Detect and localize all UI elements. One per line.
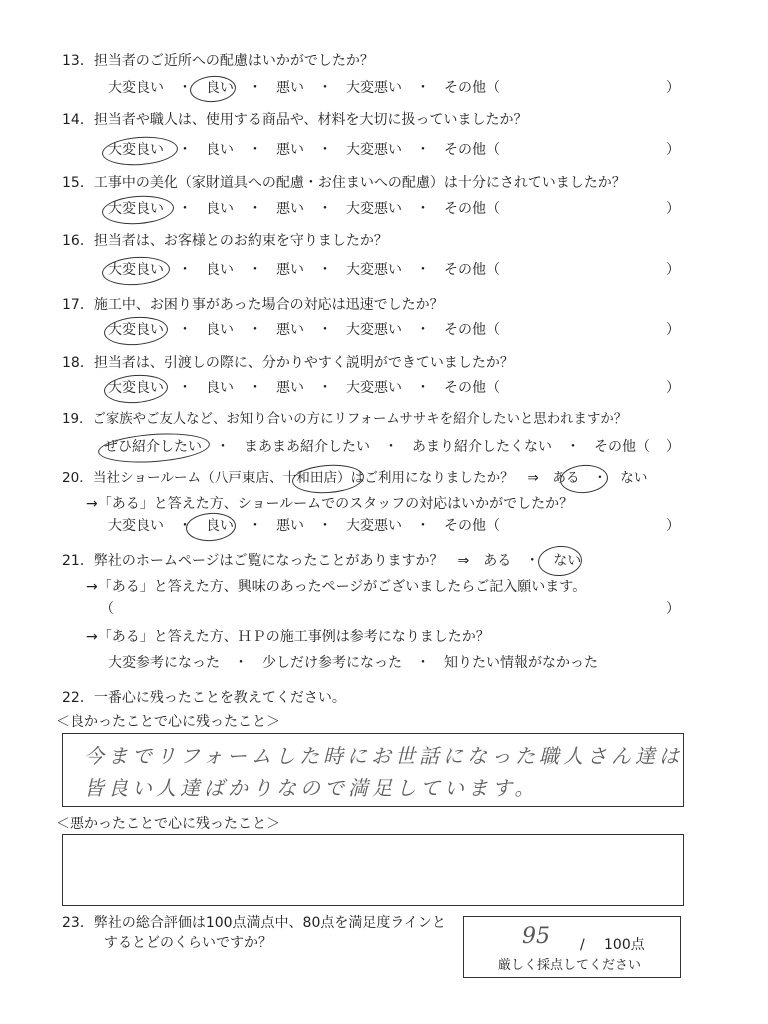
handwritten-score: 95 — [522, 924, 550, 949]
question-text: 16．担当者は、お客様とのお約束を守りましたか？ — [62, 233, 388, 249]
answer-circle-q14 — [101, 134, 179, 167]
question-text-line-1: 23．弊社の総合評価は100点満点中、80点を満足度ラインと — [62, 915, 446, 931]
question-text: 20．当社ショールーム（八戸東店、十和田店）はご利用になりましたか？ ⇒ ある ・ ない — [62, 470, 648, 486]
bad-label: ＜悪かったことで心に残ったこと＞ — [56, 816, 280, 832]
scoring-note: 厳しく採点してください — [498, 958, 642, 973]
close-paren: ） — [666, 80, 680, 96]
close-paren: ） — [666, 380, 680, 396]
sub-question-text: →「ある」と答えた方、興味のあったページがございましたらご記入願います。 — [86, 579, 587, 595]
question-text: 14．担当者や職人は、使用する商品や、材料を大切に扱っていましたか？ — [62, 112, 528, 128]
answer-circle-q19 — [97, 430, 211, 466]
answer-circle-q20-staff — [185, 511, 237, 542]
handwritten-good-line-1: 今までリフォームした時にお世話になった職人さん達は — [84, 744, 683, 768]
score-slash: / — [580, 937, 585, 953]
sub-question-text: →「ある」と答えた方、ショールームでのスタッフの対応はいかがでしたか？ — [86, 496, 574, 512]
question-text: 22．一番心に残ったことを教えてください。 — [62, 690, 346, 706]
options-text: ぜひ紹介したい ・ まあまあ紹介したい ・ あまり紹介したくない ・ その他（ — [104, 439, 650, 455]
close-paren: ） — [666, 322, 680, 338]
good-label: ＜良かったことで心に残ったこと＞ — [56, 714, 280, 730]
close-paren: ） — [666, 201, 680, 217]
close-paren: ） — [666, 439, 680, 455]
question-text: 18．担当者は、引渡しの際に、分かりやすく説明ができていましたか？ — [62, 355, 514, 371]
close-paren: ） — [666, 518, 680, 534]
question-text: 17．施工中、お困り事があった場合の対応は迅速でしたか？ — [62, 297, 444, 313]
close-paren: ） — [666, 142, 680, 158]
options-text: 大変良い ・ 良い ・ 悪い ・ 大変悪い ・ その他（ — [108, 518, 500, 534]
score-max: 100点 — [604, 937, 645, 953]
options-text: 大変参考になった ・ 少しだけ参考になった ・ 知りたい情報がなかった — [108, 655, 598, 671]
bad-answer-box — [62, 834, 684, 906]
answer-circle-q17 — [103, 315, 169, 347]
question-text: 19．ご家族やご友人など、お知り合いの方にリフォームササキを紹介したいと思われますか？ — [62, 412, 628, 427]
options-text: 大変良い ・ 良い ・ 悪い ・ 大変悪い ・ その他（ — [108, 322, 500, 338]
answer-circle-q18 — [103, 373, 169, 405]
options-text: 大変良い ・ 良い ・ 悪い ・ 大変悪い ・ その他（ — [108, 80, 500, 96]
answer-circle-q15 — [101, 194, 175, 227]
close-paren: ） — [666, 262, 680, 278]
mark-circle-q20-store — [291, 463, 365, 496]
options-text: 大変良い ・ 良い ・ 悪い ・ 大変悪い ・ その他（ — [108, 262, 500, 278]
question-text: 15．工事中の美化（家財道具への配慮・お住まいへの配慮）は十分にされていましたか？ — [62, 175, 626, 191]
close-paren: ） — [666, 601, 680, 617]
open-paren: （ — [100, 601, 114, 617]
question-text: 13．担当者のご近所への配慮はいかがでしたか？ — [62, 53, 374, 69]
sub-question-text: →「ある」と答えた方、ＨＰの施工事例は参考になりましたか？ — [86, 629, 490, 645]
options-text: 大変良い ・ 良い ・ 悪い ・ 大変悪い ・ その他（ — [108, 380, 500, 396]
question-text-line-2: するとどのくらいですか？ — [104, 935, 272, 951]
question-text: 21．弊社のホームページはご覧になったことがありますか？ ⇒ ある ・ ない — [62, 553, 582, 569]
options-text: 大変良い ・ 良い ・ 悪い ・ 大変悪い ・ その他（ — [108, 142, 500, 158]
options-text: 大変良い ・ 良い ・ 悪い ・ 大変悪い ・ その他（ — [108, 201, 500, 217]
answer-circle-q21 — [537, 545, 583, 578]
handwritten-good-line-2: 皆良い人達ばかりなので満足しています。 — [84, 776, 539, 800]
answer-circle-q16 — [101, 255, 171, 288]
